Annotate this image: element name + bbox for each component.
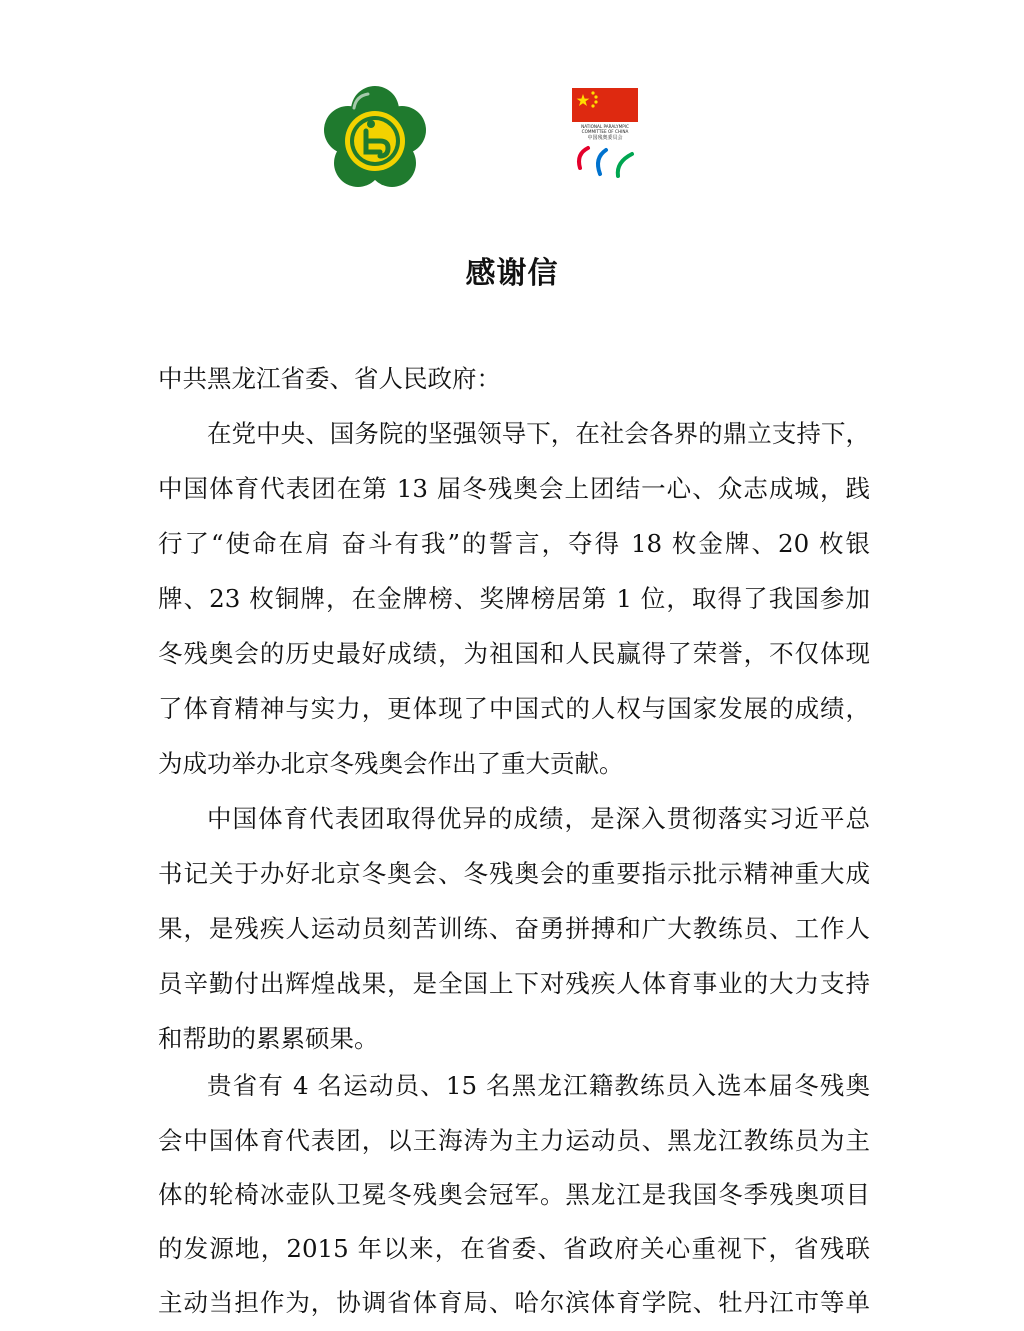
paragraph-line: 和帮助的累累硕果。 <box>158 1024 379 1053</box>
cdpf-logo-icon <box>322 86 428 192</box>
salutation: 中共黑龙江省委、省人民政府： <box>158 364 501 393</box>
paragraph-line: 行了“使命在肩 奋斗有我”的誓言，夺得 18 枚金牌、20 枚银 <box>158 529 870 558</box>
paragraph-line: 中国体育代表团在第 13 届冬残奥会上团结一心、众志成城，践 <box>158 474 870 503</box>
paragraph-line: 贵省有 4 名运动员、15 名黑龙江籍教练员入选本届冬残奥 <box>207 1071 870 1100</box>
paragraph-line: 为成功举办北京冬残奥会作出了重大贡献。 <box>158 749 624 778</box>
paragraph-line: 书记关于办好北京冬奥会、冬残奥会的重要指示批示精神重大成 <box>158 859 870 888</box>
paragraph-line: 在党中央、国务院的坚强领导下，在社会各界的鼎立支持下， <box>207 419 870 448</box>
paragraph-line: 果，是残疾人运动员刻苦训练、奋勇拼搏和广大教练员、工作人 <box>158 914 870 943</box>
paragraph-line: 中国体育代表团取得优异的成绩，是深入贯彻落实习近平总 <box>207 804 870 833</box>
paragraph-line: 体的轮椅冰壶队卫冕冬残奥会冠军。黑龙江是我国冬季残奥项目 <box>158 1180 870 1209</box>
paragraph-line: 冬残奥会的历史最好成绩，为祖国和人民赢得了荣誉，不仅体现 <box>158 639 870 668</box>
paragraph-line: 了体育精神与实力，更体现了中国式的人权与国家发展的成绩， <box>158 694 870 723</box>
npc-text-2: COMMITTEE OF CHINA <box>581 129 629 134</box>
letter-title: 感谢信 <box>465 256 559 291</box>
npc-text-1: NATIONAL PARALYMPIC <box>581 124 629 129</box>
paragraph-line: 主动当担作为，协调省体育局、哈尔滨体育学院、牡丹江市等单 <box>158 1288 870 1317</box>
agitos-icon <box>579 148 632 176</box>
npc-text-3: 中国残奥委员会 <box>587 135 623 141</box>
paragraph-line: 的发源地，2015 年以来，在省委、省政府关心重视下，省残联 <box>158 1234 870 1263</box>
paragraph-line: 员辛勤付出辉煌战果，是全国上下对残疾人体育事业的大力支持 <box>158 969 870 998</box>
npc-china-logo <box>570 88 642 188</box>
china-flag-icon <box>570 88 642 188</box>
paragraph-line: 牌、23 枚铜牌，在金牌榜、奖牌榜居第 1 位，取得了我国参加 <box>158 584 870 613</box>
paragraph-line: 会中国体育代表团，以王海涛为主力运动员、黑龙江教练员为主 <box>158 1126 870 1155</box>
